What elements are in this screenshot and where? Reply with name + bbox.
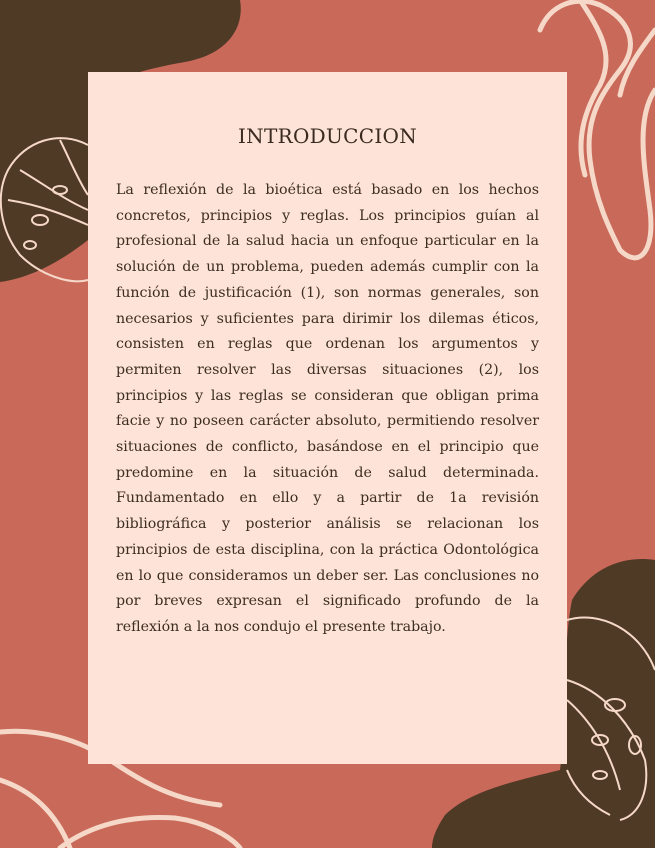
page-title: INTRODUCCION bbox=[237, 124, 418, 148]
introduction-paragraph: La reflexión de la bioética está basado en los hechos concretos, principios y reglas. Los principios guían al profesional de la salud hacia un enfoque particular en la solución de un problema, pueden además cumplir con la función de justificación (1), son normas generales, son necesarios y suficientes para dirimir los dilemas éticos, consisten en reglas que ordenan los argumentos y permiten resolver las diversas situaciones (2), los principios y las reglas se consideran que obligan prima facie y no poseen carácter absoluto, permitiendo resolver situaciones de conflicto, basándose en el principio que predomine en la situación de salud determinada. Fundamentado en ello y a partir de 1a revisión bibliográfica y posterior análisis se relacionan los principios de esta disciplina, con la práctica Odontológica en lo que consideramos un deber ser. Las conclusiones no por breves expresan el significado profundo de la reflexión a la nos condujo el presente trabajo. bbox=[116, 182, 539, 635]
content-card bbox=[88, 72, 567, 764]
